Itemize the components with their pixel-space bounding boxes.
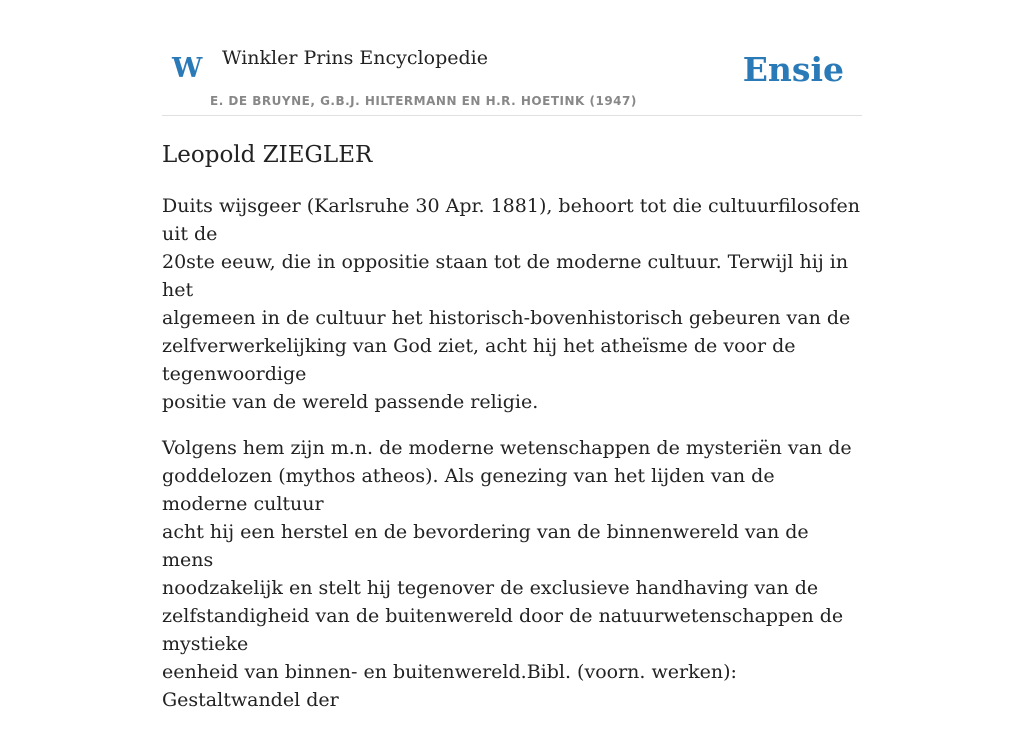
article-line: zelfverwerkelijking van God ziet, acht hij het atheïsme de voor de tegenwoordige bbox=[162, 335, 796, 385]
source-authors: E. DE BRUYNE, G.B.J. HILTERMANN EN H.R. HOETINK (1947) bbox=[210, 94, 637, 108]
article-line: positie van de wereld passende religie. bbox=[162, 391, 539, 413]
article-line: Duits wijsgeer (Karlsruhe 30 Apr. 1881), behoort tot die cultuurfilosofen uit de bbox=[162, 195, 861, 245]
ensie-logo[interactable]: Ensie bbox=[742, 50, 844, 89]
article-paragraph-2 bbox=[162, 434, 862, 714]
article-line: Volgens hem zijn m.n. de moderne wetenschappen de mysteriën van de bbox=[162, 437, 852, 459]
article-line: 20ste eeuw, die in oppositie staan tot de moderne cultuur. Terwijl hij in het bbox=[162, 251, 849, 301]
article-line: goddelozen (mythos atheos). Als genezing van het lijden van de moderne cultuur bbox=[162, 465, 775, 515]
article-line: acht hij een herstel en de bevordering van de binnenwereld van de mens bbox=[162, 521, 809, 571]
article-line: zelfstandigheid van de buitenwereld door de natuurwetenschappen de mystieke bbox=[162, 605, 844, 655]
winkler-prins-logo-icon[interactable]: W bbox=[172, 53, 203, 84]
article-body bbox=[162, 192, 862, 732]
article-line: algemeen in de cultuur het historisch-bovenhistorisch gebeuren van de bbox=[162, 307, 851, 329]
article-paragraph-1 bbox=[162, 192, 862, 416]
site-header bbox=[162, 32, 862, 116]
article-line: noodzakelijk en stelt hij tegenover de exclusieve handhaving van de bbox=[162, 577, 819, 599]
article-line: eenheid van binnen- en buitenwereld.Bibl. (voorn. werken): Gestaltwandel der bbox=[162, 661, 737, 711]
article-title: Leopold ZIEGLER bbox=[162, 142, 373, 168]
site-title[interactable]: Winkler Prins Encyclopedie bbox=[222, 47, 488, 69]
